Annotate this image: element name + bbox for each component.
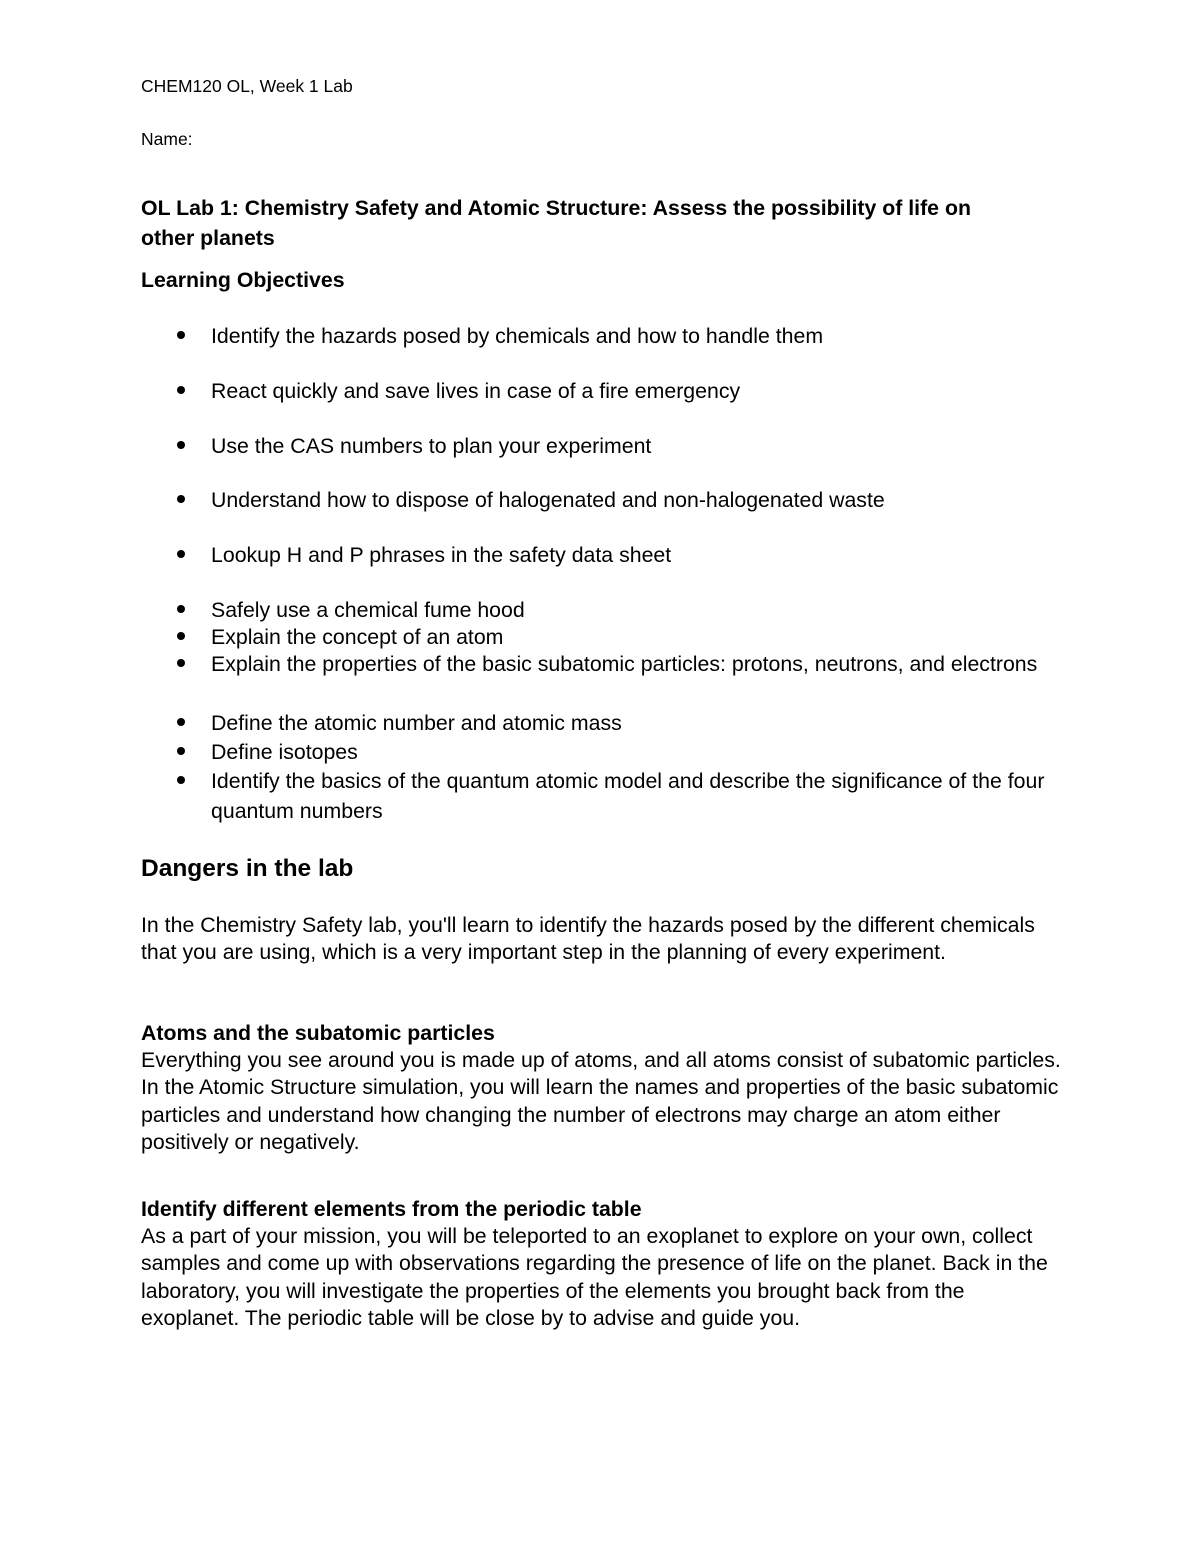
dangers-heading: Dangers in the lab xyxy=(141,855,354,882)
list-item-text: Identify the basics of the quantum atomic model and describe the significance of the four quantum numbers xyxy=(211,769,1045,823)
objectives-heading: Learning Objectives xyxy=(141,268,345,292)
course-header: CHEM120 OL, Week 1 Lab xyxy=(141,76,353,96)
elements-paragraph: As a part of your mission, you will be teleported to an exoplanet to explore on your own, collect samples and come up with observations regarding the presence of life on the planet. Back in the laboratory, you will investigate the properties of the elements you brought back from the exoplanet. The periodic table will be close by to advise and guide you. xyxy=(141,1224,1048,1330)
list-item-text: Define isotopes xyxy=(211,740,358,764)
elements-heading: Identify different elements from the periodic table xyxy=(141,1197,642,1221)
dangers-paragraph: In the Chemistry Safety lab, you'll learn to identify the hazards posed by the different chemicals that you are using, which is a very important step in the planning of every experiment. xyxy=(141,913,1035,965)
list-item-text: React quickly and save lives in case of a fire emergency xyxy=(211,379,741,403)
bullet-icon xyxy=(177,441,185,449)
lab-title-line-2: other planets xyxy=(141,226,275,250)
bullet-icon xyxy=(177,632,185,640)
bullet-icon xyxy=(177,659,185,667)
list-item-text: Define the atomic number and atomic mass xyxy=(211,711,622,735)
list-item-text: Identify the hazards posed by chemicals and how to handle them xyxy=(211,324,824,348)
list-item-text: Explain the properties of the basic subatomic particles: protons, neutrons, and electrons xyxy=(211,652,1038,676)
lab-title-line-1: OL Lab 1: Chemistry Safety and Atomic Structure: Assess the possibility of life on xyxy=(141,196,971,220)
list-item-text: Understand how to dispose of halogenated and non-halogenated waste xyxy=(211,488,885,512)
list-item-text: Lookup H and P phrases in the safety data sheet xyxy=(211,543,672,567)
bullet-icon xyxy=(177,605,185,613)
list-item-text: Safely use a chemical fume hood xyxy=(211,598,525,622)
bullet-icon xyxy=(177,331,185,339)
bullet-icon xyxy=(177,386,185,394)
atoms-paragraph: Everything you see around you is made up of atoms, and all atoms consist of subatomic particles. In the Atomic Structure simulation, you will learn the names and properties of the basic subatomic particles and understand how changing the number of electrons may charge an atom either positively or negatively. xyxy=(141,1048,1061,1154)
bullet-icon xyxy=(177,495,185,503)
list-item-text: Use the CAS numbers to plan your experiment xyxy=(211,434,652,458)
atoms-heading: Atoms and the subatomic particles xyxy=(141,1021,495,1045)
bullet-icon xyxy=(177,550,185,558)
bullet-icon xyxy=(177,747,185,755)
bullet-icon xyxy=(177,776,185,784)
bullet-icon xyxy=(177,718,185,726)
name-label: Name: xyxy=(141,129,193,149)
list-item-text: Explain the concept of an atom xyxy=(211,625,504,649)
